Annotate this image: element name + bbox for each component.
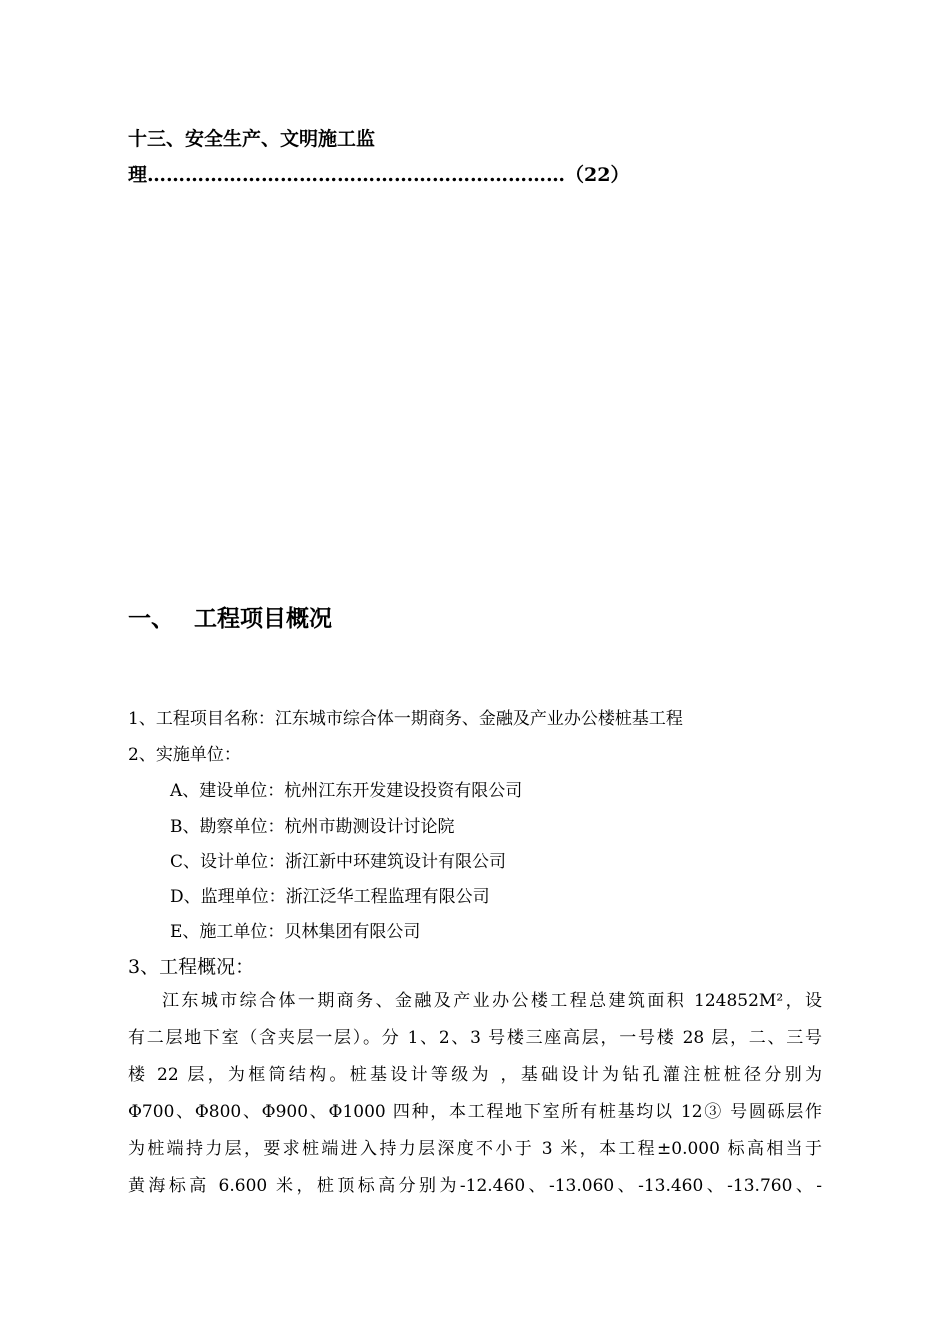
unit-c: C、设计单位：浙江新中环建筑设计有限公司 xyxy=(170,852,507,872)
overview-line: Φ700、Φ800、Φ900、Φ1000 四种，本工程地下室所有桩基均以 12③ 号圆砾层作 xyxy=(128,1102,822,1122)
section-title: 工程项目概况 xyxy=(194,605,332,632)
unit-b: B、勘察单位：杭州市勘测设计讨论院 xyxy=(170,817,455,837)
project-name-item: 1、工程项目名称：江东城市综合体一期商务、金融及产业办公楼桩基工程 xyxy=(128,709,683,729)
overview-line: 为桩端持力层，要求桩端进入持力层深度不小于 3 米，本工程±0.000 标高相当于 xyxy=(128,1139,823,1159)
units-heading: 2、实施单位： xyxy=(128,745,241,765)
toc-leader-dots: ………………………………………………………… xyxy=(147,164,566,186)
overview-line: 江东城市综合体一期商务、金融及产业办公楼工程总建筑面积 124852M²，设 xyxy=(162,991,822,1011)
unit-d: D、监理单位：浙江泛华工程监理有限公司 xyxy=(170,887,490,907)
overview-line: 有二层地下室（含夹层一层）。分 1、2、3 号楼三座高层，一号楼 28 层，二、三号 xyxy=(128,1028,822,1048)
overview-line: 楼 22 层，为框筒结构。桩基设计等级为 ，基础设计为钻孔灌注桩桩径分别为 xyxy=(128,1065,822,1085)
section-heading xyxy=(128,600,332,633)
toc-entry-13-cont: 理 xyxy=(128,164,148,186)
unit-a: A、建设单位：杭州江东开发建设投资有限公司 xyxy=(170,781,523,801)
overview-line: 黄海标高 6.600 米，桩顶标高分别为-12.460、-13.060、-13.460、-13.760、- xyxy=(128,1176,822,1196)
toc-entry-13-title: 十三、安全生产、文明施工监 xyxy=(128,128,376,150)
overview-paragraph xyxy=(128,983,822,1205)
toc-entry-13-line xyxy=(128,160,629,187)
toc-page-number: （22） xyxy=(565,164,630,186)
unit-e: E、施工单位：贝林集团有限公司 xyxy=(170,922,421,942)
section-number: 一、 xyxy=(128,605,174,632)
overview-heading: 3、工程概况： xyxy=(128,956,255,978)
